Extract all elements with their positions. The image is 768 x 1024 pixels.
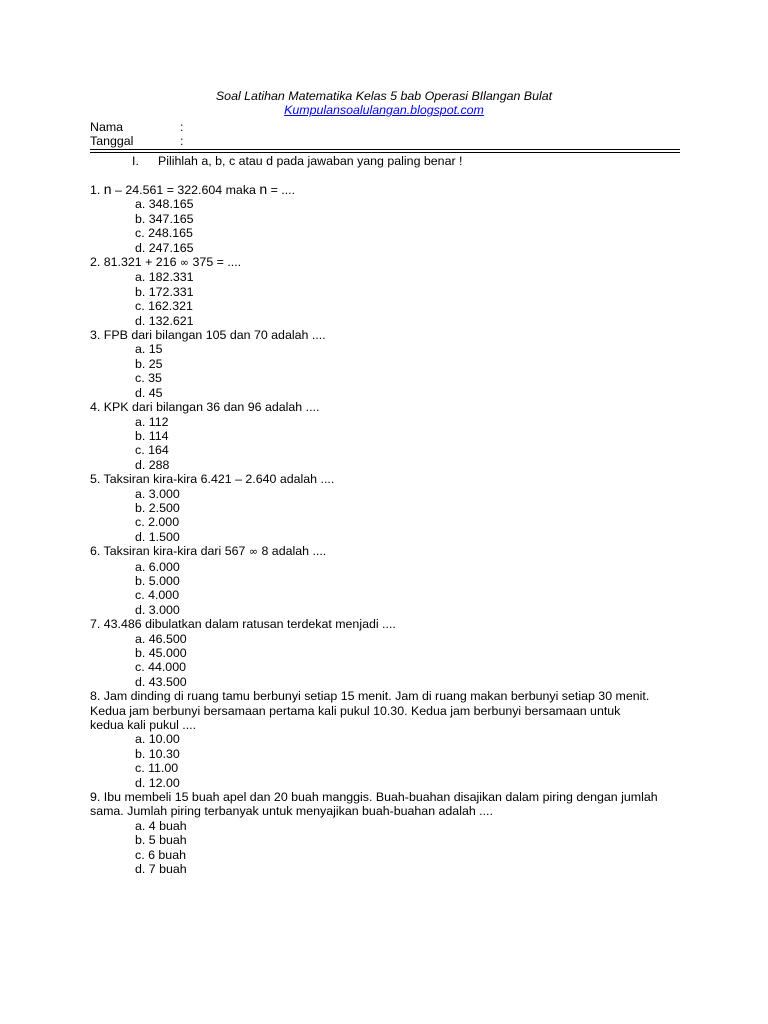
question-1 (90, 182, 680, 255)
answer-option: a. 182.331 (135, 270, 194, 285)
answer-option: c. 4.000 (135, 588, 180, 603)
question-line: 9. Ibu membeli 15 buah apel dan 20 buah manggis. Buah-buahan disajikan dalam piring dengan jumlah (90, 790, 658, 805)
question-text-part: 6. Taksiran kira-kira dari 567 (90, 544, 249, 559)
question-text-part: 8 adalah .... (258, 544, 327, 559)
question-text-part: 375 = .... (189, 255, 242, 270)
question-text (90, 182, 680, 197)
answer-option: a. 6.000 (135, 559, 180, 574)
question-text-part: – 24.561 = 322.604 maka (111, 183, 260, 197)
divider-line-bottom (90, 152, 680, 153)
question-text (90, 544, 680, 559)
question-text-part: = .... (267, 183, 296, 197)
question-6 (90, 544, 680, 617)
question-text (90, 255, 680, 270)
question-text (90, 790, 680, 819)
answer-option: b. 114 (135, 428, 169, 443)
answer-option: b. 5 buah (135, 833, 187, 848)
question-5 (90, 472, 680, 544)
answer-option: d. 45 (135, 385, 163, 400)
question-text: 3. FPB dari bilangan 105 dan 70 adalah .... (90, 328, 326, 343)
question-4 (90, 400, 680, 472)
answer-option: d. 3.000 (135, 602, 180, 617)
date-colon: : (180, 134, 184, 149)
answer-option: a. 112 (135, 414, 169, 429)
name-label: Nama (90, 120, 124, 134)
answer-option: a. 4 buah (135, 818, 187, 833)
answer-option: c. 6 buah (135, 847, 186, 862)
answer-option: b. 172.331 (135, 284, 194, 299)
answer-option: a. 10.00 (135, 732, 180, 747)
variable-n: n (103, 181, 112, 197)
answer-option: c. 164 (135, 443, 169, 458)
variable-n: n (259, 181, 268, 197)
section-number: I. (132, 154, 139, 168)
answer-option: a. 348.165 (135, 197, 194, 212)
question-3 (90, 328, 680, 400)
question-text (90, 689, 680, 732)
answer-option: b. 347.165 (135, 211, 194, 226)
answer-option: d. 1.500 (135, 529, 180, 544)
answer-option: c. 248.165 (135, 226, 193, 241)
answer-option: d. 12.00 (135, 775, 180, 790)
question-line: Kedua jam berbunyi bersamaan pertama kali pukul 10.30. Kedua jam berbunyi bersamaan untuk (90, 703, 621, 718)
question-2 (90, 255, 680, 328)
question-9 (90, 790, 680, 876)
question-text: 4. KPK dari bilangan 36 dan 96 adalah .... (90, 400, 320, 415)
answer-option: c. 11.00 (135, 761, 179, 776)
answer-option: c. 44.000 (135, 660, 186, 675)
answer-option: c. 2.000 (135, 515, 180, 530)
answer-option: b. 2.500 (135, 500, 180, 515)
question-text: 5. Taksiran kira-kira 6.421 – 2.640 adalah .... (90, 472, 335, 487)
answer-option: b. 45.000 (135, 646, 187, 660)
divider-line-top (90, 149, 680, 150)
question-text-part: 1. (90, 183, 104, 197)
operator-symbol: ∞ (248, 545, 259, 559)
blog-link[interactable]: Kumpulansoalulangan.blogspot.com (284, 103, 484, 118)
date-label: Tanggal (90, 134, 134, 149)
answer-option: d. 7 buah (135, 862, 187, 877)
answer-option: d. 247.165 (135, 240, 194, 255)
question-line: sama. Jumlah piring terbanyak untuk menyajikan buah-buahan adalah .... (90, 804, 493, 819)
question-text: 7. 43.486 dibulatkan dalam ratusan terdekat menjadi .... (90, 617, 396, 632)
document-title: Soal Latihan Matematika Kelas 5 bab Operasi BIlangan Bulat (215, 89, 553, 103)
section-instruction: Pilihlah a, b, c atau d pada jawaban yang paling benar ! (158, 154, 463, 168)
question-list (90, 182, 680, 877)
operator-symbol: ∞ (179, 256, 190, 270)
answer-option: a. 46.500 (135, 631, 187, 646)
answer-option: b. 10.30 (135, 746, 180, 761)
answer-option: c. 35 (135, 371, 162, 386)
answer-option: a. 15 (135, 342, 163, 357)
question-8 (90, 689, 680, 790)
question-text-part: 2. 81.321 + 216 (90, 255, 180, 270)
answer-option: d. 288 (135, 457, 170, 472)
name-colon: : (180, 120, 184, 134)
document-header (0, 89, 768, 118)
answer-option: a. 3.000 (135, 486, 180, 501)
answer-option: b. 5.000 (135, 573, 180, 588)
question-line: 8. Jam dinding di ruang tamu berbunyi setiap 15 menit. Jam di ruang makan berbunyi setiap 30 menit. (90, 689, 650, 704)
question-7 (90, 617, 680, 689)
answer-option: d. 43.500 (135, 674, 187, 689)
answer-option: d. 132.621 (135, 313, 194, 328)
answer-option: c. 162.321 (135, 299, 193, 314)
answer-option: b. 25 (135, 356, 163, 371)
question-line: kedua kali pukul .... (90, 718, 197, 733)
